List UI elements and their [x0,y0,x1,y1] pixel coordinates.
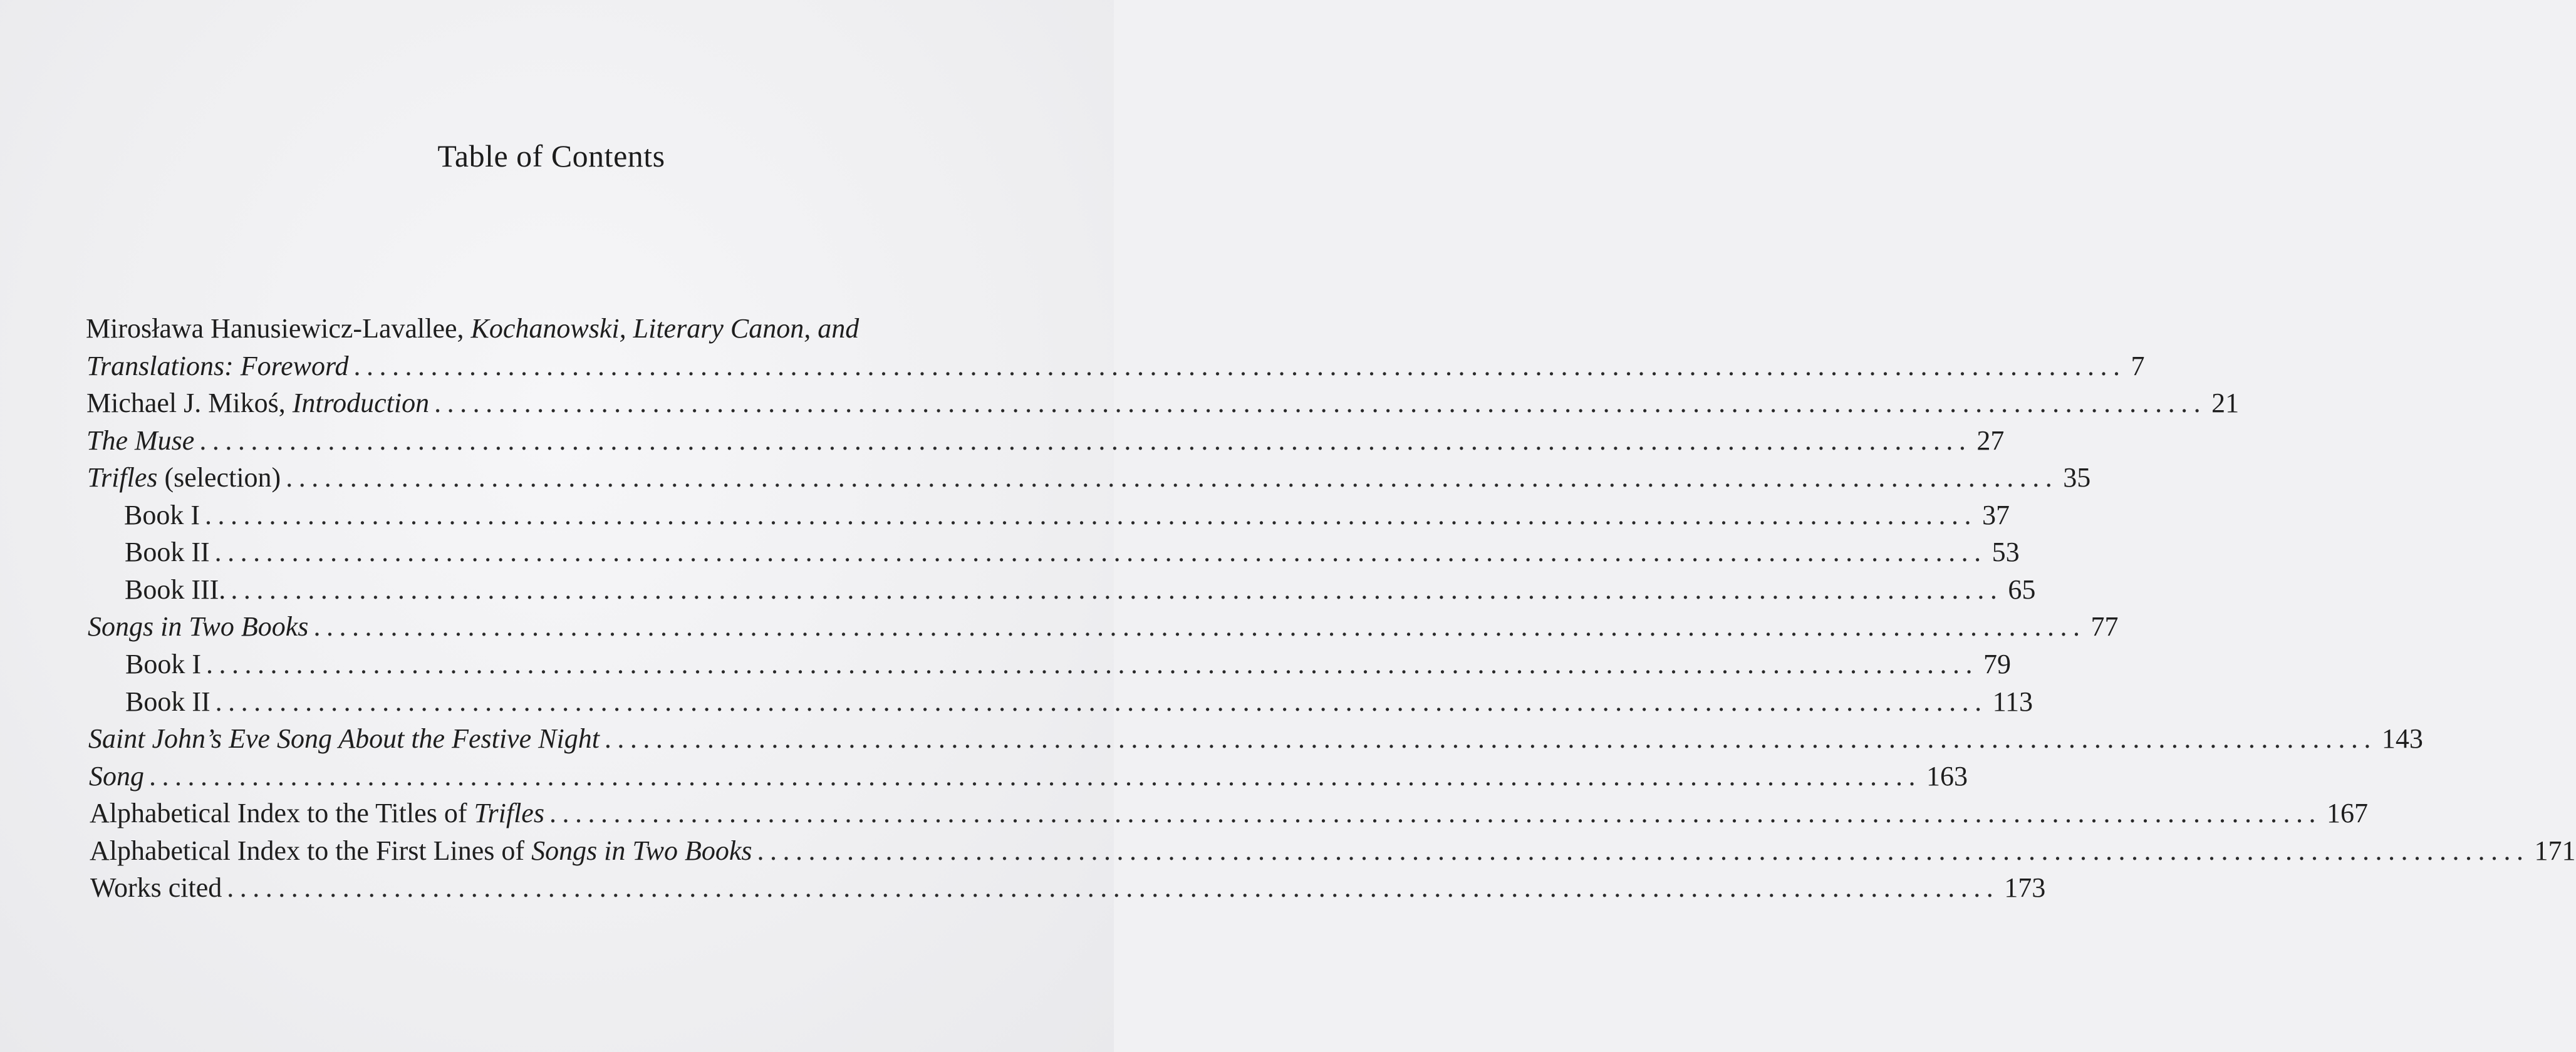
toc-entry-foreword[interactable] [86,351,2145,381]
leader-dots: .......................................................................................................................................... [604,723,2377,754]
page-number: 21 [2211,388,2240,418]
entry-prefix: Alphabetical Index to the First Lines of [90,835,532,866]
leader-dots: .......................................................................................................................................... [313,611,2086,642]
entry-prefix: Alphabetical Index to the Titles of [90,798,474,828]
toc-entry-saint-johns-eve-song[interactable] [88,723,2423,754]
leader-dots: .......................................................................................................................................... [286,462,2059,493]
toc-entry-trifles-book-3[interactable] [125,574,2036,605]
entry-label: Book I [124,500,200,530]
page-number: 163 [1926,761,1968,792]
toc-entry-trifles-book-1[interactable] [124,500,2010,530]
toc-entry-song[interactable] [89,761,1968,792]
page-number: 35 [2063,462,2091,493]
leader-dots: .......................................................................................................................................... [231,574,2003,605]
entry-title: Trifles [87,462,158,493]
entry-title: Trifles [474,798,544,828]
toc-entry-foreword-line1[interactable] [86,315,859,343]
entry-title: The Muse [86,425,195,456]
entry-suffix: (selection) [157,462,281,493]
entry-title: Kochanowski, Literary Canon, and [470,313,860,344]
entry-author: Mirosława Hanusiewicz-Lavallee, [86,313,471,344]
entry-title: Songs in Two Books [88,611,309,642]
entry-title: Song [89,761,144,792]
page-number: 7 [2131,351,2145,381]
toc-entry-index-first-lines[interactable] [90,835,2576,866]
page-title: Table of Contents [437,138,665,173]
leader-dots: .......................................................................................................................................... [214,537,1987,567]
leader-dots: .......................................................................................................................................... [227,872,2000,903]
leader-dots: .......................................................................................................................................... [205,500,1977,530]
page-number: 27 [1976,425,2005,456]
leader-dots: .......................................................................................................................................... [206,649,1978,679]
entry-author: Michael J. Mikoś, [86,388,293,418]
entry-title: Saint John’s Eve Song About the Festive Night [88,723,600,754]
entry-title: Songs in Two Books [531,835,752,866]
page-number: 65 [2008,574,2036,605]
page-number: 77 [2090,611,2119,642]
leader-dots: .......................................................................................................................................... [215,686,1988,717]
page-number: 143 [2381,723,2423,754]
entry-label: Book II [125,537,210,567]
toc-entry-songs-book-2[interactable] [125,686,2033,717]
toc-entry-trifles-book-2[interactable] [125,537,2020,567]
toc-entry-trifles[interactable] [87,462,2091,493]
page-number: 171 [2534,835,2576,866]
page-number: 53 [1992,537,2020,567]
toc-entry-the-muse[interactable] [86,425,2005,456]
leader-dots: .......................................................................................................................................... [149,761,1921,792]
toc-entry-introduction[interactable] [86,388,2240,418]
entry-label: Book III. [125,574,226,605]
leader-dots: .......................................................................................................................................... [199,425,1972,456]
entry-title-continued: Translations: Foreword [86,351,349,381]
page-number: 167 [2326,798,2368,828]
leader-dots: .......................................................................................................................................... [757,835,2530,866]
toc-entry-index-titles[interactable] [90,798,2368,828]
entry-title: Introduction [292,388,430,418]
leader-dots: .......................................................................................................................................... [353,351,2126,381]
leader-dots: .......................................................................................................................................... [549,798,2322,828]
page-number: 113 [1992,686,2033,717]
toc-entry-songs-book-1[interactable] [125,649,2011,679]
entry-label: Works cited [90,872,222,903]
leader-dots: .......................................................................................................................................... [434,388,2207,418]
toc-entry-works-cited[interactable] [90,872,2046,903]
page-number: 37 [1982,500,2010,530]
entry-label: Book I [125,649,201,679]
toc-entry-songs-in-two-books[interactable] [88,611,2119,642]
entry-label: Book II [125,686,210,717]
page-number: 79 [1983,649,2011,679]
page-number: 173 [2004,872,2046,903]
